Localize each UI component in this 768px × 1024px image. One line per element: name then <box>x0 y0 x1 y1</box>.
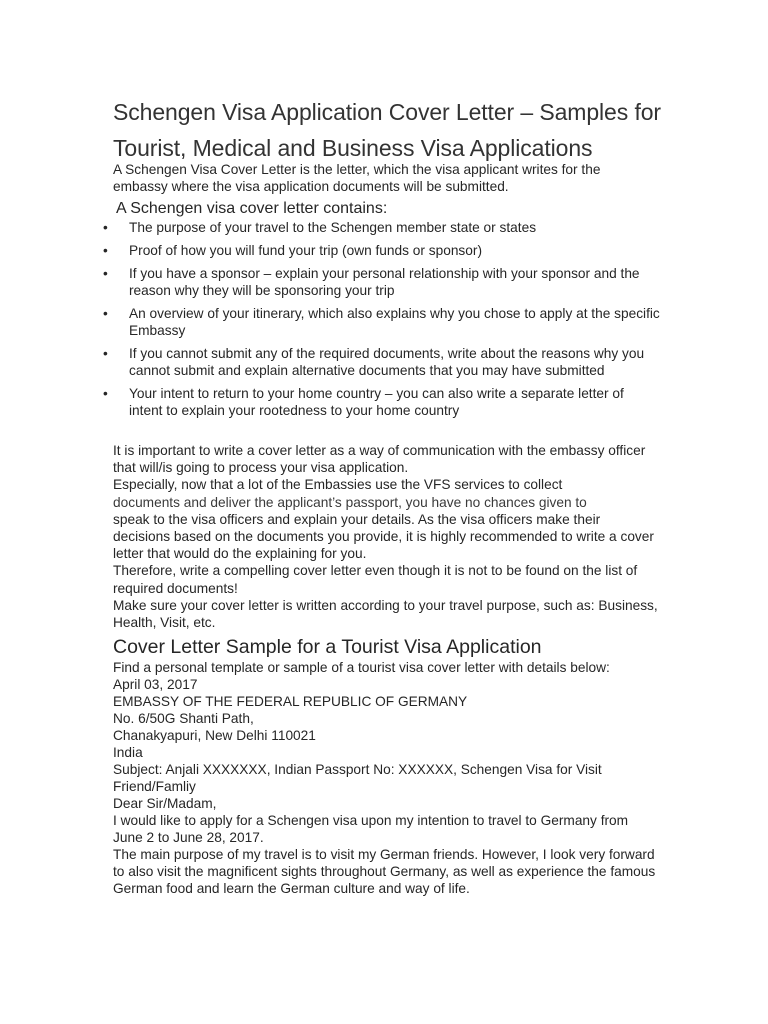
list-item <box>101 265 661 299</box>
list-item-text: If you cannot submit any of the required documents, write about the reasons why you cannot submit and explain alternative documents that you may have submitted <box>129 346 645 378</box>
paragraph-vfs-line1: Especially, now that a lot of the Embassies use the VFS services to collect <box>113 477 563 493</box>
list-item-text: The purpose of your travel to the Schengen member state or states <box>129 220 537 235</box>
letter-address-line1: No. 6/50G Shanti Path, <box>113 711 254 726</box>
list-item <box>101 219 661 236</box>
body-text <box>113 442 658 631</box>
letter-body2: The main purpose of my travel is to visit my German friends. However, I look very forward to also visit the magnificent sights throughout Germany, as well as experience the famous German food and learn the German culture and way of life. <box>113 847 656 896</box>
paragraph-vfs-line3: speak to the visa officers and explain your details. As the visa officers make their decisions based on the documents you provide, it is highly recommended to write a cover letter that would do the explaining for you. <box>113 511 654 562</box>
bullet-icon: • <box>103 346 108 361</box>
bullet-icon: • <box>103 386 108 401</box>
sample-letter <box>113 659 658 897</box>
paragraph-therefore: Therefore, write a compelling cover letter even though it is not to be found on the list of required documents! <box>113 563 638 596</box>
contains-heading: A Schengen visa cover letter contains: <box>116 200 388 217</box>
intro-paragraph: A Schengen Visa Cover Letter is the letter, which the visa applicant writes for the embassy where the visa application documents will be submitted. <box>113 162 601 194</box>
list-item-text: Your intent to return to your home country – you can also write a separate letter of intent to explain your rootedness to your home country <box>129 386 624 418</box>
paragraph-purpose: Make sure your cover letter is written according to your travel purpose, such as: Business, Health, Visit, etc. <box>113 597 658 631</box>
letter-salutation: Dear Sir/Madam, <box>113 796 217 811</box>
letter-subject: Subject: Anjali XXXXXXX, Indian Passport No: XXXXXX, Schengen Visa for Visit Friend/Famliy <box>113 762 602 794</box>
list-item-text: Proof of how you will fund your trip (own funds or sponsor) <box>129 243 483 258</box>
letter-body1: I would like to apply for a Schengen visa upon my intention to travel to Germany from June 2 to June 28, 2017. <box>113 813 629 845</box>
list-item <box>101 242 661 259</box>
bullet-icon: • <box>103 306 108 321</box>
section-title: Cover Letter Sample for a Tourist Visa Application <box>113 636 542 658</box>
list-item <box>101 305 661 339</box>
letter-recipient: EMBASSY OF THE FEDERAL REPUBLIC OF GERMANY <box>113 694 468 709</box>
letter-address-line3: India <box>113 745 143 760</box>
list-item-text: If you have a sponsor – explain your personal relationship with your sponsor and the reason why they will be sponsoring your trip <box>129 266 640 298</box>
page-title: Schengen Visa Application Cover Letter – Samples for Tourist, Medical and Business Visa Applications <box>113 99 661 161</box>
letter-date: April 03, 2017 <box>113 677 198 692</box>
list-item-text: An overview of your itinerary, which also explains why you chose to apply at the specific Embassy <box>129 306 660 338</box>
contents-bullet-list <box>101 219 661 425</box>
letter-lead: Find a personal template or sample of a tourist visa cover letter with details below: <box>113 660 610 675</box>
bullet-icon: • <box>103 220 108 235</box>
list-item <box>101 385 661 419</box>
paragraph-vfs-line2: documents and deliver the applicant’s passport, you have no chances given to <box>113 494 587 510</box>
list-item <box>101 345 661 379</box>
bullet-icon: • <box>103 266 108 281</box>
paragraph-importance: It is important to write a cover letter as a way of communication with the embassy officer that will/is going to process your visa application. <box>113 443 646 476</box>
letter-address-line2: Chanakyapuri, New Delhi 110021 <box>113 728 316 743</box>
bullet-icon: • <box>103 243 108 258</box>
